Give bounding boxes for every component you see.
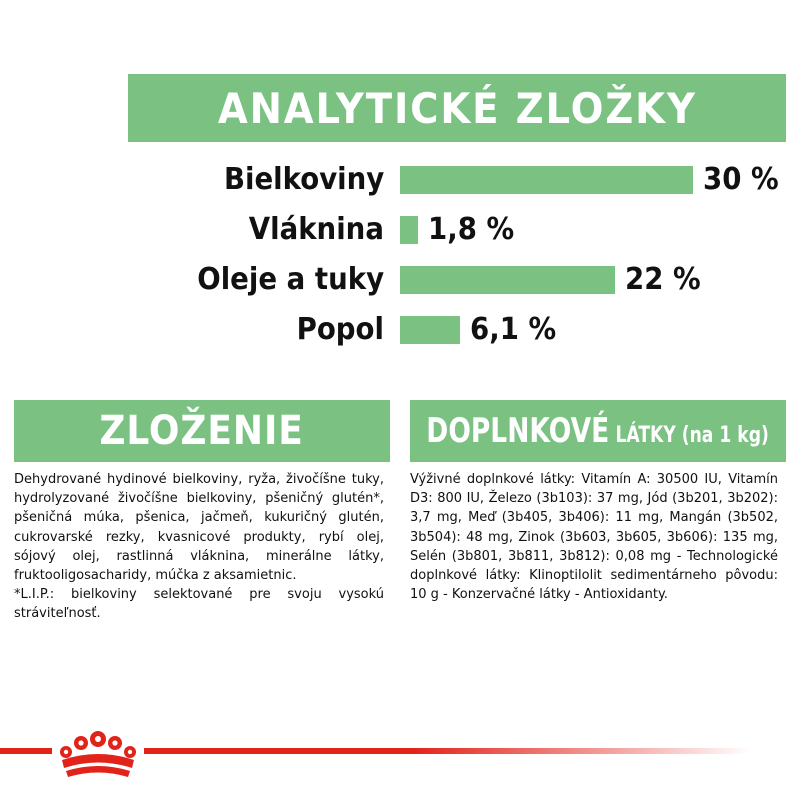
analytical-components-title: ANALYTICKÉ ZLOŽKY (217, 83, 697, 133)
nutrient-value: 6,1 % (469, 312, 556, 347)
composition-note: *L.I.P.: bielkoviny selektované pre svoju vysokú stráviteľnosť. (14, 587, 384, 622)
nutrient-row-protein (0, 158, 800, 202)
analytical-components-banner (128, 74, 786, 142)
nutrient-bar (400, 316, 460, 344)
nutrient-bar (400, 266, 615, 294)
royal-canin-crown-icon (52, 728, 144, 780)
nutrient-bar (400, 166, 693, 194)
nutrient-bar (400, 216, 418, 244)
nutrient-value: 1,8 % (427, 212, 514, 247)
composition-banner (14, 400, 390, 462)
nutrient-label: Bielkoviny (223, 162, 384, 197)
nutrient-value: 22 % (624, 262, 701, 297)
nutrient-row-ash (0, 308, 800, 352)
composition-text: Dehydrované hydinové bielkoviny, ryža, živočíšne tuky, hydrolyzované živočíšne bielkoviny, pšeničný glutén*, pšeničná múka, pšenica, jačmeň, kukuričný glutén, cukrovarské rezky, kvasnicové produkty, rybí olej, sójový olej, rastlinná vláknina, minerálne látky, fruktooligosacharidy, múčka z aksamietnic. (14, 472, 384, 584)
supplements-title-main: DOPLNKOVÉ (426, 411, 610, 451)
supplements-text: Výživné doplnkové látky: Vitamín A: 30500 IU, Vitamín D3: 800 IU, Železo (3b103): 37 mg, Jód (3b201, 3b202): 3,7 mg, Meď (3b405, 3b406): 11 mg, Mangán (3b502, 3b504): 48 mg, Zinok (3b603, 3b605, 3b606): 135 mg, Selén (3b801, 3b811, 3b812): 0,08 mg - Technologické doplnkové látky: Klinoptilolit sedimentárneho pôvodu: 10 g - Konzervačné látky - Antioxidanty. (410, 472, 778, 603)
supplements-banner (410, 400, 786, 462)
nutrient-label: Popol (296, 312, 384, 347)
composition-title: ZLOŽENIE (99, 408, 305, 454)
nutrient-label: Oleje a tuky (197, 262, 384, 297)
composition-text-block (14, 470, 384, 624)
nutrient-value: 30 % (703, 162, 779, 197)
nutrient-label: Vláknina (248, 212, 384, 247)
supplements-title (427, 411, 770, 451)
supplements-text-block (410, 470, 778, 604)
supplements-title-sub: LÁTKY (na 1 kg) (615, 423, 770, 448)
nutrient-row-fiber (0, 208, 800, 252)
nutrient-row-fat (0, 258, 800, 302)
